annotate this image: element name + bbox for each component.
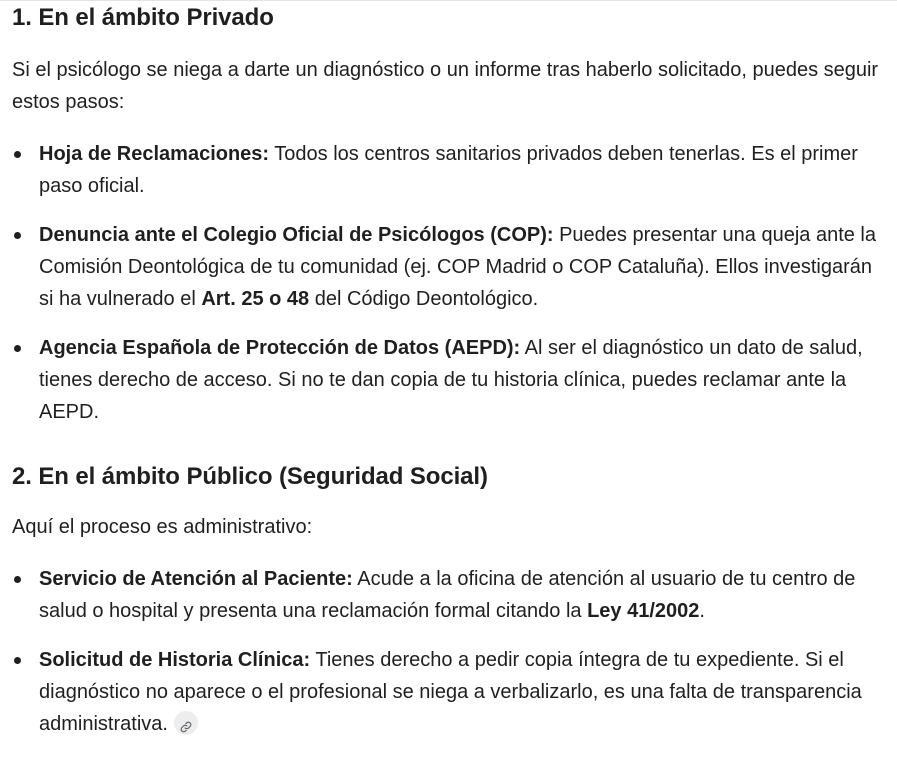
bullet-icon xyxy=(14,576,21,583)
response-content xyxy=(12,0,892,740)
section-heading-private: 1. En el ámbito Privado xyxy=(12,4,274,31)
list-item xyxy=(12,563,892,627)
item-emphasis: Ley 41/2002 xyxy=(587,600,700,622)
source-link-button[interactable] xyxy=(174,711,198,735)
item-text: Al ser el diagnóstico un dato de salud, tienes derecho de acceso. Si no te dan copia de tu historia clínica, puedes reclamar ante la AEPD. xyxy=(39,337,863,423)
section-heading-public: 2. En el ámbito Público (Seguridad Social) xyxy=(12,463,488,490)
item-emphasis: Art. 25 o 48 xyxy=(201,288,310,310)
item-text: Todos los centros sanitarios privados deben tenerlas. Es el primer paso oficial. xyxy=(39,143,858,197)
item-text: del Código Deontológico. xyxy=(309,288,539,310)
item-title: Denuncia ante el Colegio Oficial de Psicólogos (COP): xyxy=(39,224,554,246)
bullet-icon xyxy=(14,657,21,664)
list-item xyxy=(12,644,892,740)
item-text: Tienes derecho a pedir copia íntegra de tu expediente. Si el diagnóstico no aparece o el profesional se niega a verbalizarlo, es una falta de transparencia administrativa. xyxy=(39,649,862,735)
steps-list-public xyxy=(12,563,892,740)
item-text: . xyxy=(699,600,705,622)
link-icon xyxy=(180,721,192,733)
list-item xyxy=(12,138,892,202)
section-intro-public: Aquí el proceso es administrativo: xyxy=(12,516,313,538)
list-item xyxy=(12,332,892,428)
item-title: Hoja de Reclamaciones: xyxy=(39,143,270,165)
item-title: Solicitud de Historia Clínica: xyxy=(39,649,311,671)
item-text: Puedes presentar una queja ante la Comisión Deontológica de tu comunidad (ej. COP Madrid o COP Cataluña). Ellos investigarán si ha vulnerado el xyxy=(39,224,876,310)
steps-list-private xyxy=(12,138,892,428)
list-item xyxy=(12,219,892,315)
bullet-icon xyxy=(14,151,21,158)
bullet-icon xyxy=(14,345,21,352)
section-intro-private: Si el psicólogo se niega a darte un diagnóstico o un informe tras haberlo solicitado, puedes seguir estos pasos: xyxy=(12,59,879,113)
item-text: Acude a la oficina de atención al usuario de tu centro de salud o hospital y presenta una reclamación formal citando la xyxy=(39,568,856,622)
item-title: Servicio de Atención al Paciente: xyxy=(39,568,353,590)
item-title: Agencia Española de Protección de Datos (AEPD): xyxy=(39,337,521,359)
bullet-icon xyxy=(14,232,21,239)
